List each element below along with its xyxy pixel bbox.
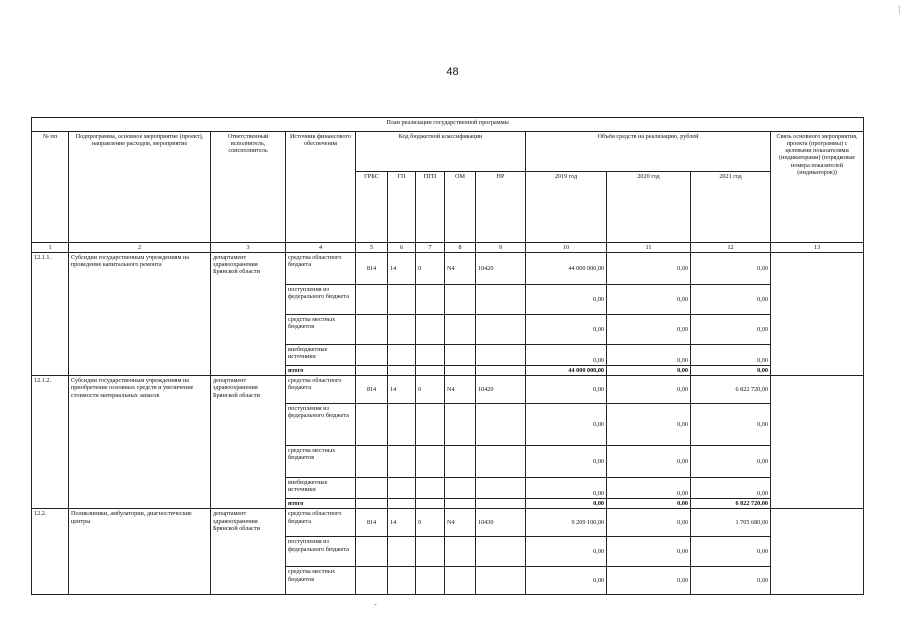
header-subprogram: Подпрограмма, основное мероприятие (проект), направление расходов, мероприятие — [69, 132, 211, 243]
table-row — [32, 253, 864, 285]
value-2021: 0,00 — [691, 567, 771, 595]
header-source: Источник финансового обеспечения — [286, 132, 356, 243]
value-2019: 0,00 — [526, 446, 607, 478]
value-2019: 0,00 — [526, 345, 607, 366]
header-executor: Ответственный исполнитель, соисполнитель — [211, 132, 286, 243]
col-number: 7 — [416, 243, 445, 253]
total-2019: 44 000 000,00 — [526, 366, 607, 376]
value-2020: 0,00 — [607, 567, 691, 595]
col-number: 1 — [32, 243, 69, 253]
code-nr: 10420 — [476, 376, 526, 404]
value-2019: 9 209 100,00 — [526, 509, 607, 537]
row-name: Субсидии государственным учреждениям на приобретение основных средств и увеличение стоимости материальных запасов — [69, 376, 211, 509]
header-pgp: ПГП — [416, 172, 445, 243]
row-executor: департамент здравоохранения Брянской области — [211, 376, 286, 509]
value-2021: 0,00 — [691, 404, 771, 446]
value-2020: 0,00 — [607, 509, 691, 537]
code-gp: 14 — [388, 509, 416, 537]
code-om: N4 — [445, 509, 476, 537]
source-label: средства местных бюджетов — [286, 567, 356, 595]
value-2021: 1 705 680,00 — [691, 509, 771, 537]
col-number: 13 — [771, 243, 864, 253]
link-cell — [771, 253, 864, 376]
value-2020: 0,00 — [607, 376, 691, 404]
table-row — [32, 376, 864, 404]
source-label: средства областного бюджета — [286, 376, 356, 404]
value-2020: 0,00 — [607, 345, 691, 366]
value-2020: 0,00 — [607, 537, 691, 567]
header-gp: ГП — [388, 172, 416, 243]
code-nr: 10430 — [476, 509, 526, 537]
link-cell — [771, 509, 864, 595]
total-2019: 0,00 — [526, 499, 607, 509]
header-link: Связь основного мероприятия, проекта (программы) с целевыми показателями (индикаторами) (порядковые номера показателей (индикаторов)) — [771, 132, 864, 243]
value-2020: 0,00 — [607, 315, 691, 345]
value-2019: 0,00 — [526, 404, 607, 446]
header-num: № пп — [32, 132, 69, 243]
col-number: 8 — [445, 243, 476, 253]
code-nr: 10420 — [476, 253, 526, 285]
table-row — [32, 509, 864, 537]
value-2021: 0,00 — [691, 253, 771, 285]
value-2021: 0,00 — [691, 285, 771, 315]
header-2020: 2020 год — [607, 172, 691, 243]
source-label: средства местных бюджетов — [286, 315, 356, 345]
header-budget-code: Код бюджетной классификации — [356, 132, 526, 172]
value-2021: 0,00 — [691, 537, 771, 567]
value-2020: 0,00 — [607, 253, 691, 285]
source-label: средства областного бюджета — [286, 253, 356, 285]
row-name: Субсидии государственным учреждениям на проведение капитального ремонта — [69, 253, 211, 376]
code-pgp: 0 — [416, 376, 445, 404]
value-2019: 0,00 — [526, 376, 607, 404]
value-2019: 0,00 — [526, 285, 607, 315]
source-label: итого — [286, 499, 356, 509]
value-2021: 0,00 — [691, 345, 771, 366]
row-num: 12.2. — [32, 509, 69, 595]
source-label: внебюджетные источники — [286, 478, 356, 499]
value-2020: 0,00 — [607, 446, 691, 478]
row-executor: департамент здравоохранения Брянской области — [211, 509, 286, 595]
corner-mark: | — [898, 4, 900, 14]
source-label: средства областного бюджета — [286, 509, 356, 537]
value-2021: 0,00 — [691, 315, 771, 345]
value-2019: 44 000 000,00 — [526, 253, 607, 285]
col-number: 4 — [286, 243, 356, 253]
header-volume: Объём средств на реализацию, рублей — [526, 132, 771, 172]
code-gp: 14 — [388, 253, 416, 285]
col-number: 5 — [356, 243, 388, 253]
value-2020: 0,00 — [607, 285, 691, 315]
total-2021: 0,00 — [691, 366, 771, 376]
source-label: средства местных бюджетов — [286, 446, 356, 478]
row-name: Поликлиники, амбулатории, диагностические центры — [69, 509, 211, 595]
col-number: 9 — [476, 243, 526, 253]
source-label: внебюджетные источники — [286, 345, 356, 366]
value-2021: 6 822 720,00 — [691, 376, 771, 404]
row-num: 12.1.2. — [32, 376, 69, 509]
source-label: итого — [286, 366, 356, 376]
col-number: 11 — [607, 243, 691, 253]
value-2021: 0,00 — [691, 478, 771, 499]
col-number: 6 — [388, 243, 416, 253]
col-number: 12 — [691, 243, 771, 253]
col-number: 2 — [69, 243, 211, 253]
link-cell — [771, 376, 864, 509]
code-pgp: 0 — [416, 509, 445, 537]
plan-title: План реализации государственной программы — [32, 118, 864, 132]
header-om: ОМ — [445, 172, 476, 243]
source-label: поступления из федерального бюджета — [286, 404, 356, 446]
row-executor: департамент здравоохранения Брянской области — [211, 253, 286, 376]
total-2020: 0,00 — [607, 499, 691, 509]
code-gp: 14 — [388, 376, 416, 404]
col-number: 10 — [526, 243, 607, 253]
value-2019: 0,00 — [526, 537, 607, 567]
page-number: 48 — [446, 66, 459, 78]
code-pgp: 0 — [416, 253, 445, 285]
code-grbs: 814 — [356, 253, 388, 285]
header-grbs: ГРБС — [356, 172, 388, 243]
code-grbs: 814 — [356, 509, 388, 537]
value-2019: 0,00 — [526, 478, 607, 499]
bottom-mark: - — [374, 600, 377, 609]
source-label: поступления из федерального бюджета — [286, 285, 356, 315]
code-grbs: 814 — [356, 376, 388, 404]
header-nr: НР — [476, 172, 526, 243]
header-2019: 2019 год — [526, 172, 607, 243]
value-2020: 0,00 — [607, 478, 691, 499]
code-om: N4 — [445, 376, 476, 404]
value-2019: 0,00 — [526, 567, 607, 595]
code-om: N4 — [445, 253, 476, 285]
budget-plan-table — [31, 117, 864, 595]
value-2021: 0,00 — [691, 446, 771, 478]
col-number: 3 — [211, 243, 286, 253]
header-2021: 2021 год — [691, 172, 771, 243]
value-2020: 0,00 — [607, 404, 691, 446]
total-2021: 6 822 720,00 — [691, 499, 771, 509]
source-label: поступления из федерального бюджета — [286, 537, 356, 567]
value-2019: 0,00 — [526, 315, 607, 345]
row-num: 12.1.1. — [32, 253, 69, 376]
total-2020: 0,00 — [607, 366, 691, 376]
